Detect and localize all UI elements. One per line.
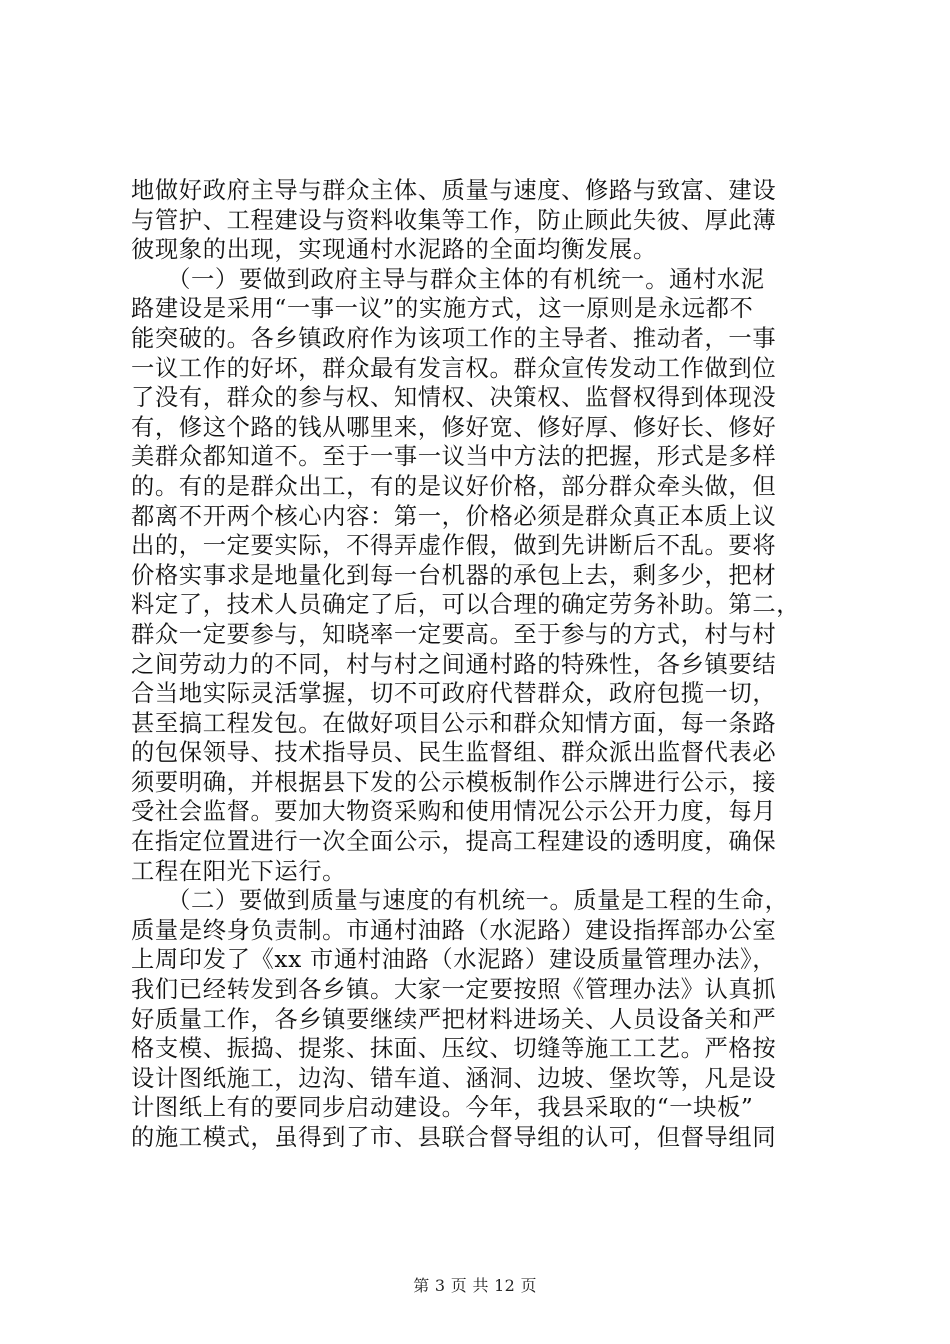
text-line: 在指定位置进行一次全面公示，提高工程建设的透明度，确保 <box>131 828 777 856</box>
text-line: 之间劳动力的不同，村与村之间通村路的特殊性，各乡镇要结 <box>131 650 777 678</box>
text-line: 彼现象的出现，实现通村水泥路的全面均衡发展。 <box>131 236 657 264</box>
text-line: 须要明确，并根据县下发的公示模板制作公示牌进行公示，接 <box>131 768 777 796</box>
text-line: 我们已经转发到各乡镇。大家一定要按照《管理办法》认真抓 <box>131 976 777 1004</box>
text-line: 上周印发了《xx 市通村油路（水泥路）建设质量管理办法》， <box>131 946 777 974</box>
text-line: 路建设是采用“一事一议”的实施方式，这一原则是永远都不 <box>131 295 754 323</box>
text-line: （一）要做到政府主导与群众主体的有机统一。通村水泥 <box>131 265 765 293</box>
text-line: 好质量工作，各乡镇要继续严把材料进场关、人员设备关和严 <box>131 1005 777 1033</box>
text-line: 都离不开两个核心内容：第一，价格必须是群众真正本质上议 <box>131 502 777 530</box>
text-line: 能突破的。各乡镇政府作为该项工作的主导者、推动者，一事 <box>131 324 777 352</box>
text-line: 价格实事求是地量化到每一台机器的承包上去，剩多少，把材 <box>131 561 777 589</box>
text-line: 一议工作的好坏，群众最有发言权。群众宣传发动工作做到位 <box>131 354 777 382</box>
text-line: 合当地实际灵活掌握，切不可政府代替群众，政府包揽一切， <box>131 680 777 708</box>
text-line: 的施工模式，虽得到了市、县联合督导组的认可，但督导组同 <box>131 1124 777 1151</box>
text-line: 有，修这个路的钱从哪里来，修好宽、修好厚、修好长、修好 <box>131 413 777 441</box>
text-line: 设计图纸施工，边沟、错车道、涵洞、边坡、堡坎等，凡是设 <box>131 1064 777 1092</box>
text-line: 出的，一定要实际，不得弄虚作假，做到先讲断后不乱。要将 <box>131 532 777 560</box>
text-line: 了没有，群众的参与权、知情权、决策权、监督权得到体现没 <box>131 384 777 412</box>
text-line: 质量是终身负责制。市通村油路（水泥路）建设指挥部办公室 <box>131 916 777 944</box>
text-line: 与管护、工程建设与资料收集等工作，防止顾此失彼、厚此薄 <box>131 206 777 234</box>
text-line: 格支模、振捣、提浆、抹面、压纹、切缝等施工工艺。严格按 <box>131 1035 777 1063</box>
text-line: 地做好政府主导与群众主体、质量与速度、修路与致富、建设 <box>131 177 777 204</box>
text-line: 美群众都知道不。至于一事一议当中方法的把握，形式是多样 <box>131 443 777 471</box>
text-line: 群众一定要参与，知晓率一定要高。至于参与的方式，村与村 <box>131 620 777 648</box>
text-line: 的包保领导、技术指导员、民生监督组、群众派出监督代表必 <box>131 739 777 767</box>
text-line: 甚至搞工程发包。在做好项目公示和群众知情方面，每一条路 <box>131 709 777 737</box>
text-line: 的。有的是群众出工，有的是议好价格，部分群众牵头做，但 <box>131 472 777 500</box>
text-line: 受社会监督。要加大物资采购和使用情况公示公开力度，每月 <box>131 798 777 826</box>
page-footer: 第 3 页 共 12 页 <box>413 1276 537 1295</box>
text-line: 料定了，技术人员确定了后，可以合理的确定劳务补助。第二， <box>131 591 801 619</box>
text-line: 计图纸上有的要同步启动建设。今年，我县采取的“一块板” <box>131 1094 754 1122</box>
document-body <box>131 176 831 1153</box>
text-line: 工程在阳光下运行。 <box>131 857 347 885</box>
text-line: （二）要做到质量与速度的有机统一。质量是工程的生命， <box>131 887 789 915</box>
